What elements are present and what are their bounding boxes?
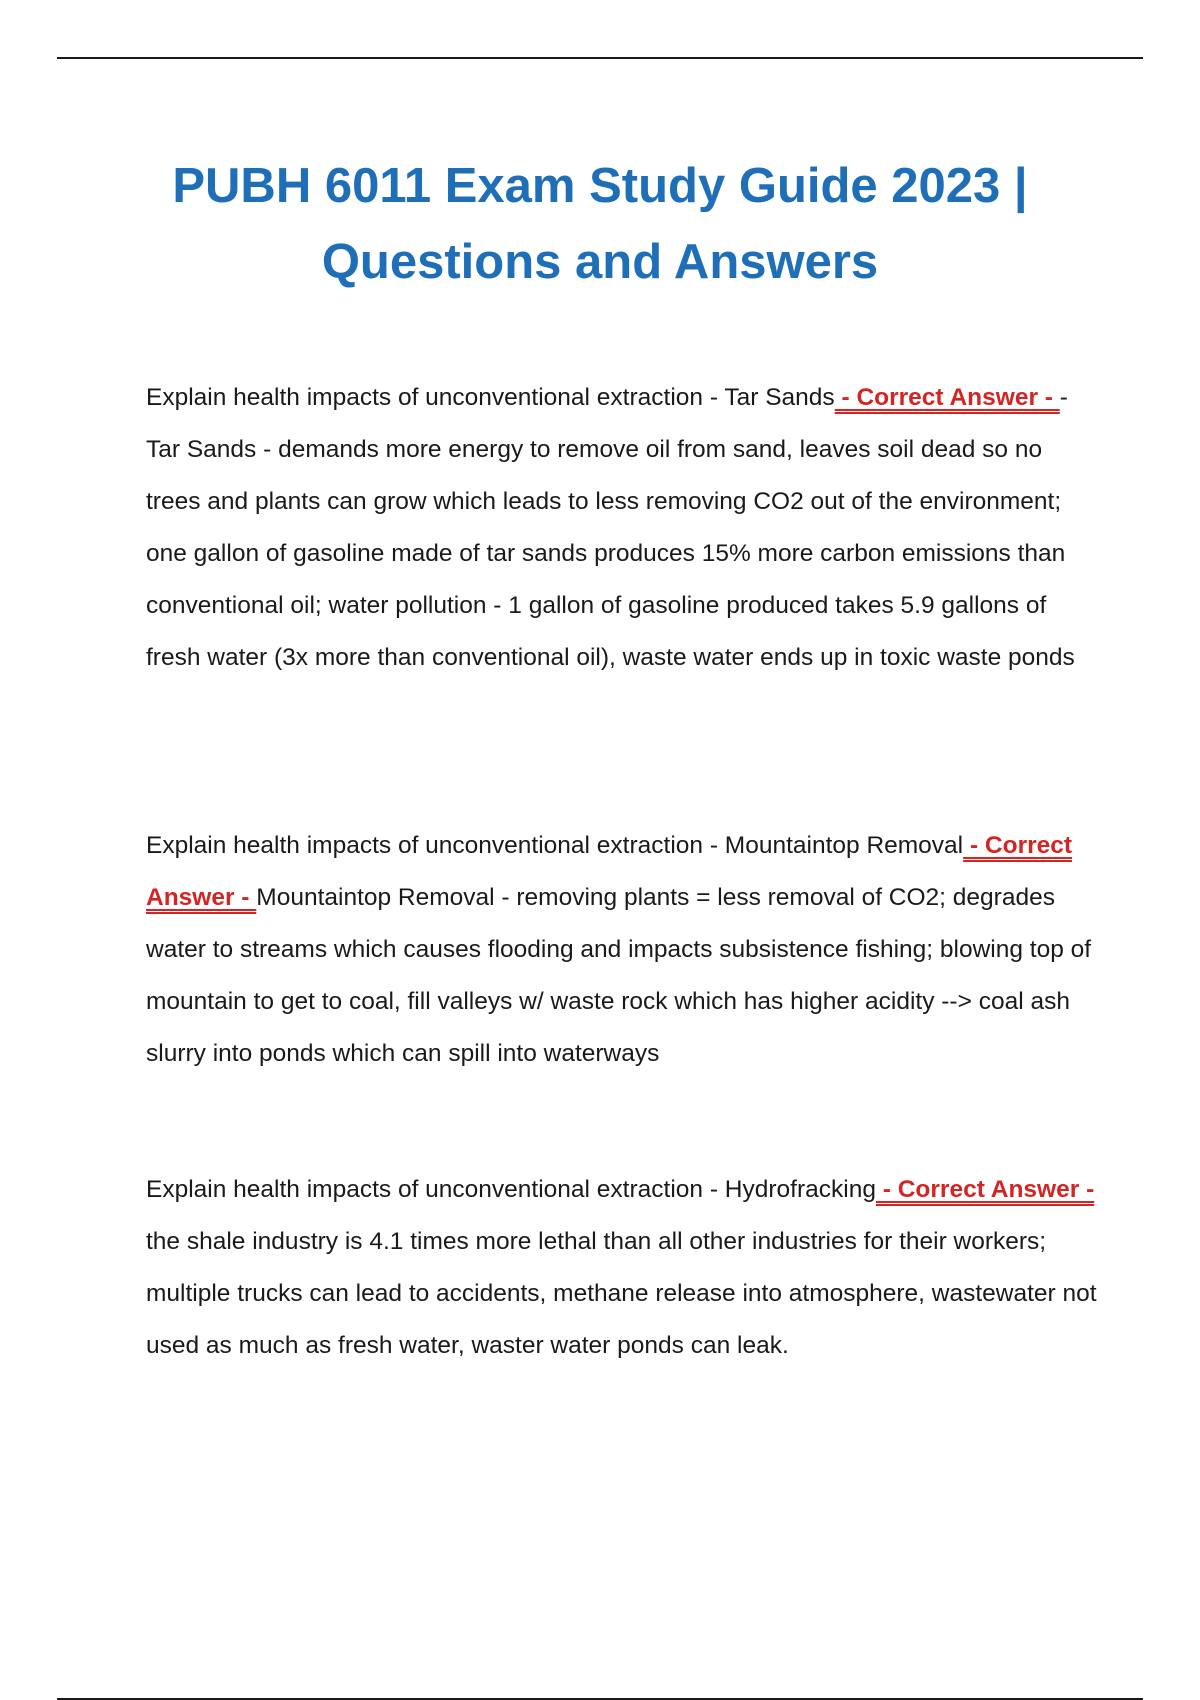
question-text: Explain health impacts of unconventional extraction - Tar Sands bbox=[146, 384, 835, 411]
answer-text: the shale industry is 4.1 times more lethal than all other industries for their workers; multiple trucks can lead to accidents, methane release into atmosphere, wastewater not used as much as fresh water, waster water ponds can leak. bbox=[146, 1228, 1097, 1359]
qa-item bbox=[146, 372, 1098, 684]
document-title: PUBH 6011 Exam Study Guide 2023 | Questions and Answers bbox=[172, 159, 1028, 289]
question-text: Explain health impacts of unconventional extraction - Hydrofracking bbox=[146, 1176, 876, 1203]
answer-text: -Tar Sands - demands more energy to remove oil from sand, leaves soil dead so no trees and plants can grow which leads to less removing CO2 out of the environment; one gallon of gasoline made of tar sands produces 15% more carbon emissions than conventional oil; water pollution - 1 gallon of gasoline produced takes 5.9 gallons of fresh water (3x more than conventional oil), waste water ends up in toxic waste ponds bbox=[146, 384, 1075, 671]
question-text: Explain health impacts of unconventional extraction - Mountaintop Removal bbox=[146, 832, 964, 859]
qa-item bbox=[146, 820, 1098, 1080]
header-rule bbox=[57, 57, 1143, 59]
correct-answer-marker: - Correct Answer - bbox=[875, 1176, 1095, 1203]
qa-item bbox=[146, 1164, 1098, 1372]
correct-answer-marker: - Correct Answer - bbox=[834, 384, 1060, 411]
answer-text: Mountaintop Removal - removing plants = less removal of CO2; degrades water to streams which causes flooding and impacts subsistence fishing; blowing top of mountain to get to coal, fill valleys w/ waste rock which has higher acidity --> coal ash slurry into ponds which can spill into waterways bbox=[146, 884, 1092, 1067]
correct-answer-marker: - Correct Answer - bbox=[146, 832, 1073, 911]
